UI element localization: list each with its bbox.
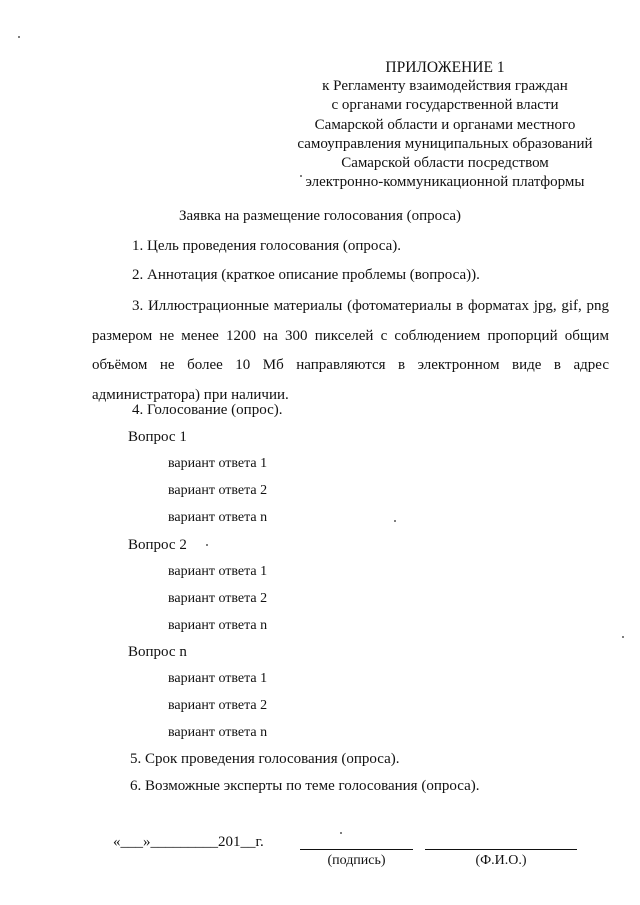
answer-option: вариант ответа 2 — [168, 591, 268, 606]
scan-speck — [622, 636, 624, 638]
name-caption: (Ф.И.О.) — [475, 853, 527, 868]
appendix-line: Самарской области и органами местного — [314, 116, 576, 133]
signature-line — [300, 849, 413, 850]
form-title: Заявка на размещение голосования (опроса) — [179, 208, 461, 224]
answer-option: вариант ответа n — [168, 725, 268, 740]
scan-speck — [340, 832, 342, 834]
appendix-line: Самарской области посредством — [341, 155, 549, 172]
answer-option: вариант ответа 1 — [168, 671, 268, 686]
answer-option: вариант ответа 2 — [168, 698, 268, 713]
appendix-line: к Регламенту взаимодействия граждан — [322, 78, 568, 95]
answer-option: вариант ответа n — [168, 618, 268, 633]
scan-speck — [206, 544, 208, 546]
item-2: 2. Аннотация (краткое описание проблемы (вопроса)). — [132, 267, 480, 283]
date-field: «___»_________201__г. — [113, 834, 264, 850]
appendix-title: ПРИЛОЖЕНИЕ 1 — [385, 59, 505, 76]
answer-option: вариант ответа 1 — [168, 564, 268, 579]
item-5: 5. Срок проведения голосования (опроса). — [130, 751, 400, 767]
appendix-line: электронно-коммуникационной платформы — [305, 174, 585, 191]
question-label: Вопрос n — [128, 644, 187, 660]
answer-option: вариант ответа n — [168, 510, 268, 525]
item-3-paragraph: 3. Иллюстрационные материалы (фотоматериалы в форматах jpg, gif, png размером не менее 1200 на 300 пикселей с соблюдением пропорций общим объёмом не более 10 Мб направляются в электронном виде в адрес администратора) при наличии. — [92, 298, 609, 403]
appendix-header — [290, 58, 600, 192]
item-6: 6. Возможные эксперты по теме голосования (опроса). — [130, 778, 480, 794]
scan-speck — [300, 175, 302, 177]
answer-option: вариант ответа 2 — [168, 483, 268, 498]
scan-speck — [394, 520, 396, 522]
question-label: Вопрос 1 — [128, 429, 187, 445]
answer-option: вариант ответа 1 — [168, 456, 268, 471]
question-label: Вопрос 2 — [128, 537, 187, 553]
item-1: 1. Цель проведения голосования (опроса). — [132, 238, 402, 254]
name-line — [425, 849, 577, 850]
signature-caption: (подпись) — [327, 853, 386, 868]
item-4: 4. Голосование (опрос). — [132, 402, 283, 418]
appendix-line: самоуправления муниципальных образований — [297, 135, 593, 152]
scan-speck — [18, 36, 20, 38]
appendix-line: с органами государственной власти — [331, 97, 559, 114]
